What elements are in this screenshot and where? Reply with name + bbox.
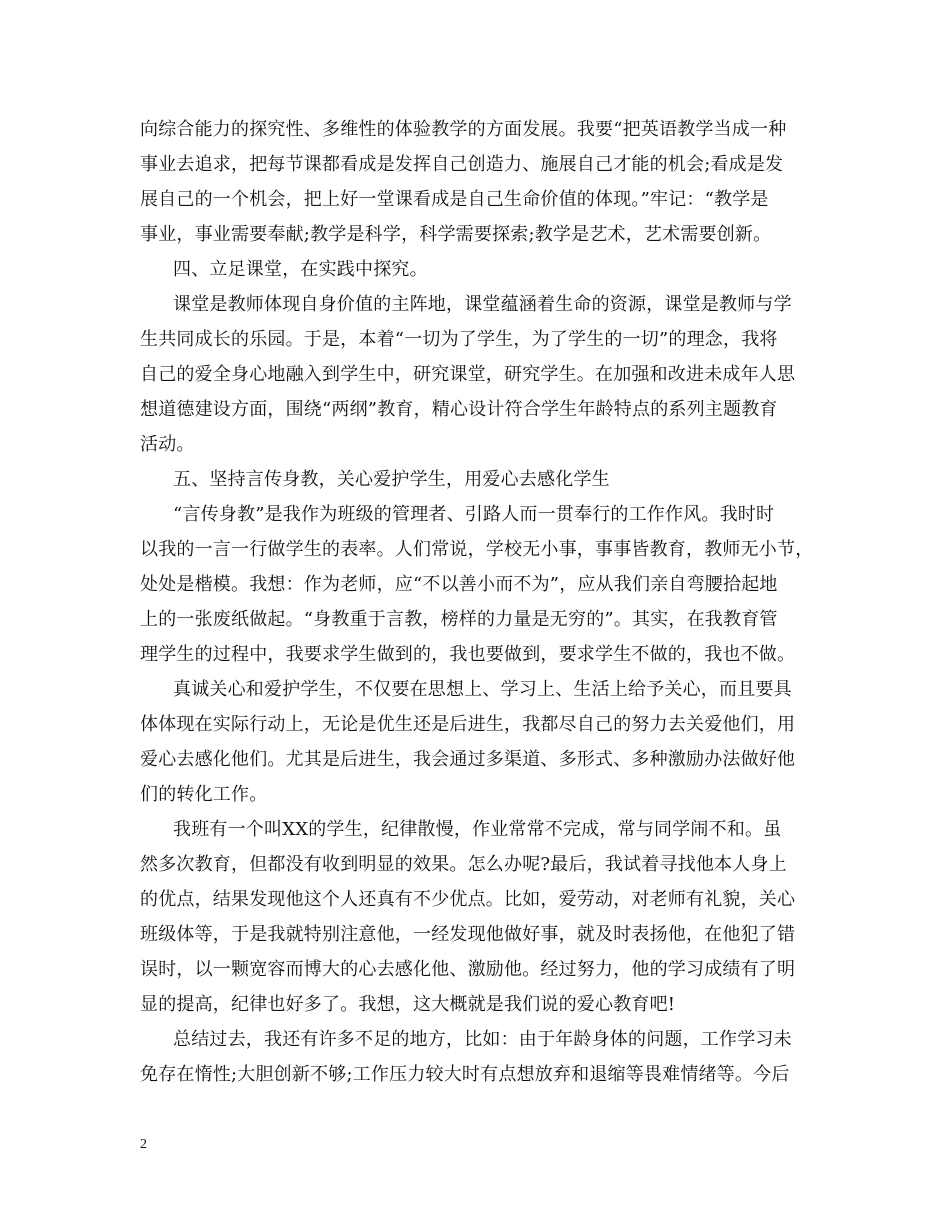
text-line: 以我的一言一行做学生的表率。人们常说，学校无小事，事事皆教育，教师无小节， [140, 539, 814, 560]
document-body [140, 112, 814, 1092]
text-line: 误时，以一颗宽容而博大的心去感化他、激励他。经过努力，他的学习成绩有了明 [140, 959, 796, 980]
text-line: 向综合能力的探究性、多维性的体验教学的方面发展。我要“把英语教学当成一种 [140, 119, 787, 140]
text-line: 的优点，结果发现他这个人还真有不少优点。比如，爱劳动，对老师有礼貌，关心 [140, 889, 796, 910]
text-line: 显的提高，纪律也好多了。我想，这大概就是我们说的爱心教育吧! [140, 994, 676, 1015]
text-line: 事业去追求，把每节课都看成是发挥自己创造力、施展自己才能的机会;看成是发 [140, 154, 784, 175]
text-line: 四、立足课堂，在实践中探究。 [173, 259, 428, 280]
text-line: 课堂是教师体现自身价值的主阵地，课堂蕴涵着生命的资源，课堂是教师与学 [173, 294, 792, 315]
text-line: 真诚关心和爱护学生，不仅要在思想上、学习上、生活上给予关心，而且要具 [173, 679, 792, 700]
text-line: 免存在惰性;大胆创新不够;工作压力较大时有点想放弃和退缩等畏难情绪等。今后 [140, 1064, 790, 1085]
text-line: 处处是楷模。我想：作为老师，应“不以善小而不为”，应从我们亲自弯腰拾起地 [140, 574, 778, 595]
text-line: 事业，事业需要奉献;教学是科学，科学需要探索;教学是艺术，艺术需要创新。 [140, 224, 772, 245]
text-line: 然多次教育，但都没有收到明显的效果。怎么办呢?最后，我试着寻找他本人身上 [140, 854, 787, 875]
text-line: 活动。 [140, 434, 195, 455]
text-line: 班级体等，于是我就特别注意他，一经发现他做好事，就及时表扬他，在他犯了错 [140, 924, 796, 945]
text-line: 们的转化工作。 [140, 784, 268, 805]
text-line: “言传身教”是我作为班级的管理者、引路人而一贯奉行的工作作风。我时时 [173, 504, 775, 525]
text-line: 自己的爱全身心地融入到学生中，研究课堂，研究学生。在加强和改进未成年人思 [140, 364, 796, 385]
text-line: 我班有一个叫XX的学生，纪律散慢，作业常常不完成，常与同学闹不和。虽 [173, 819, 782, 840]
text-line: 生共同成长的乐园。于是，本着“一切为了学生，为了学生的一切”的理念，我将 [140, 329, 778, 350]
text-line: 总结过去，我还有许多不足的地方，比如：由于年龄身体的问题，工作学习未 [173, 1029, 792, 1050]
text-line: 体体现在实际行动上，无论是优生还是后进生，我都尽自己的努力去关爱他们，用 [140, 714, 796, 735]
text-line: 爱心去感化他们。尤其是后进生，我会通过多渠道、多形式、多种激励办法做好他 [140, 749, 796, 770]
text-line: 展自己的一个机会，把上好一堂课看成是自己生命价值的体现。”牢记：“教学是 [140, 189, 769, 210]
text-line: 五、坚持言传身教，关心爱护学生，用爱心去感化学生 [173, 469, 610, 490]
text-line: 上的一张废纸做起。“身教重于言教，榜样的力量是无穷的”。其实，在我教育管 [140, 609, 778, 630]
text-line: 理学生的过程中，我要求学生做到的，我也要做到，要求学生不做的，我也不做。 [140, 644, 796, 665]
page-number: 2 [140, 1137, 147, 1152]
text-line: 想道德建设方面，围绕“两纲”教育，精心设计符合学生年龄特点的系列主题教育 [140, 399, 778, 420]
